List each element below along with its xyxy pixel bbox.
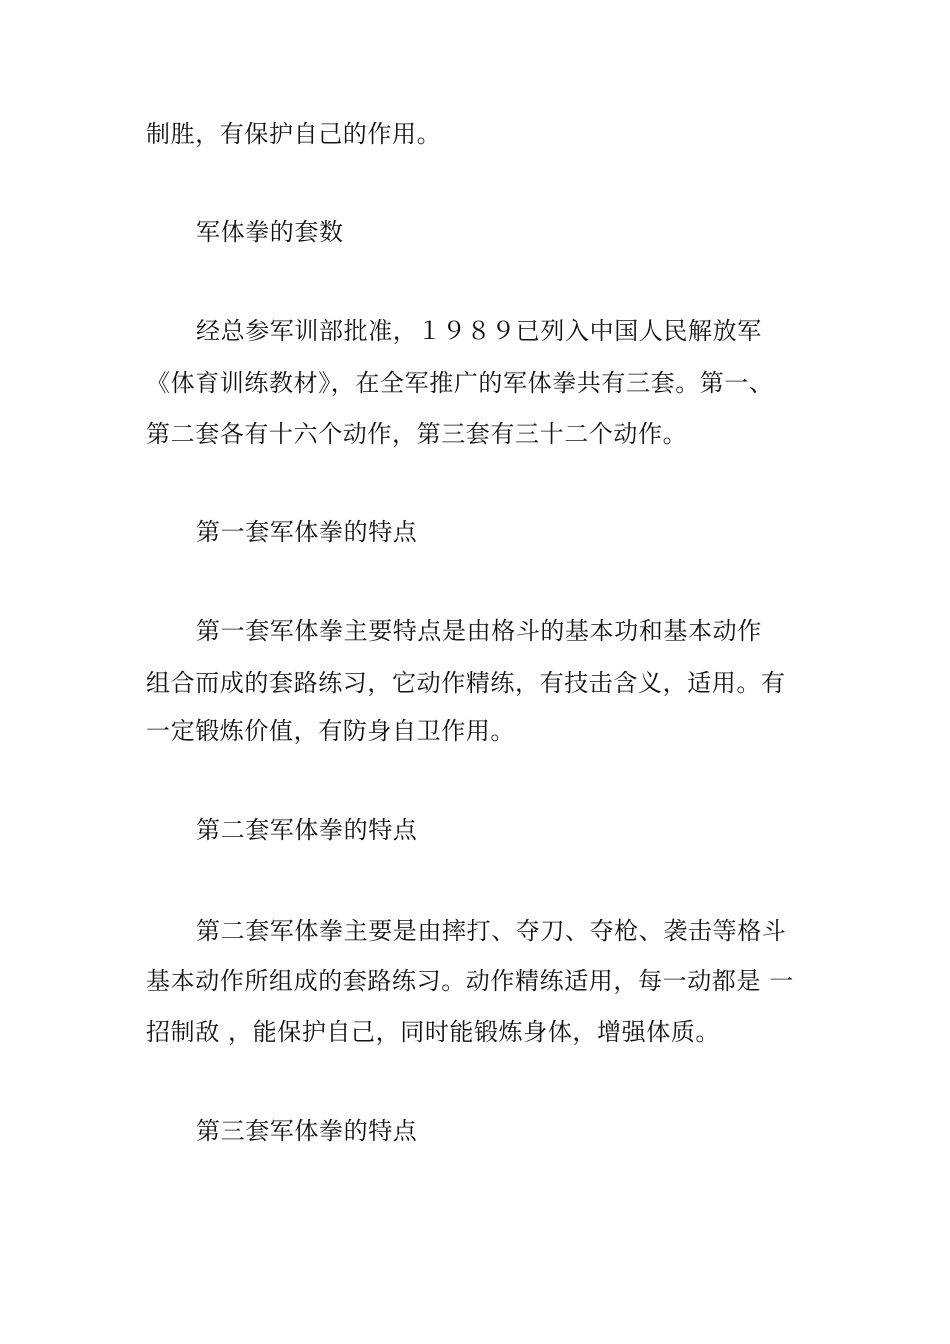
paragraph-line: 一定锻炼价值，有防身自卫作用。 <box>146 717 515 745</box>
paragraph-line: 第一套军体拳主要特点是由格斗的基本功和基本动作 <box>196 617 762 645</box>
paragraph-line: 基本动作所组成的套路练习。动作精练适用，每一动都是 一 <box>146 967 794 995</box>
section-heading: 第二套军体拳的特点 <box>196 816 418 844</box>
paragraph-line: 经总参军训部批准，１９８９已列入中国人民解放军 <box>196 317 762 345</box>
section-heading: 第一套军体拳的特点 <box>196 518 418 546</box>
paragraph-line: 招制敌 ，能保护自己，同时能锻炼身体，增强体质。 <box>146 1018 721 1046</box>
section-heading: 第三套军体拳的特点 <box>196 1117 418 1145</box>
paragraph-line: 第二套各有十六个动作，第三套有三十二个动作。 <box>146 420 688 448</box>
paragraph-line: 第二套军体拳主要是由摔打、夺刀、夺枪、袭击等格斗 <box>196 917 787 945</box>
paragraph-line: 制胜，有保护自己的作用。 <box>146 120 442 148</box>
paragraph-line: 组合而成的套路练习，它动作精练，有技击含义，适用。有 <box>146 669 786 697</box>
section-heading: 军体拳的套数 <box>196 218 344 246</box>
paragraph-line: 《体育训练教材》，在全军推广的军体拳共有三套。第一、 <box>146 369 774 397</box>
